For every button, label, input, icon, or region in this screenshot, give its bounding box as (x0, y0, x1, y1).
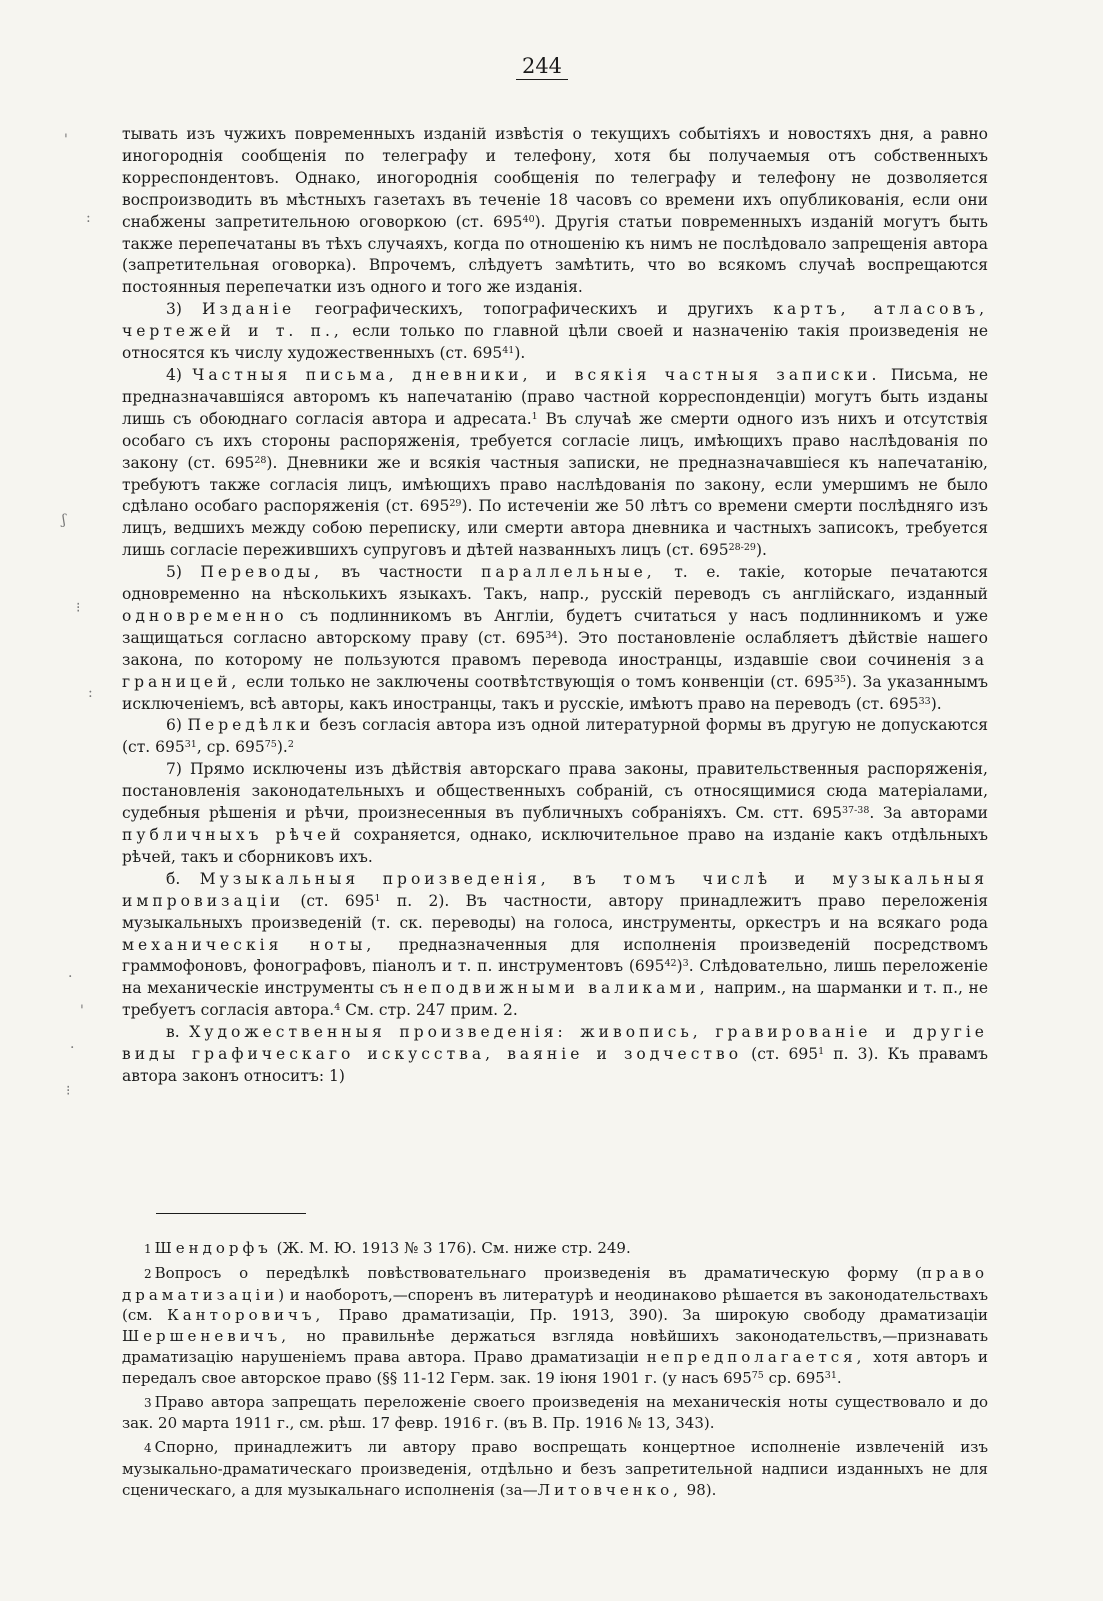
text-run: п. 2). Въ частности, автору принадлежитъ право переложенія музыкальныхъ произведеній (т. ск. переводы) на голоса, инструменты, оркестръ и на всякаго рода (122, 891, 989, 932)
reference-superscript: 4 (334, 1002, 341, 1014)
footnote-mark: 1 (144, 1242, 152, 1256)
spaced-emphasis: Музыкальныя произведенія, въ томъ числѣ и музыкальныя импровизаціи (122, 869, 988, 910)
reference-superscript: 3 (682, 958, 689, 970)
spaced-emphasis: Канторовичъ, (167, 1306, 325, 1325)
text-run: , ср. 695 (196, 738, 265, 757)
text-run: географическихъ, топографическихъ и другихъ (295, 300, 774, 319)
text-run: ). (514, 344, 526, 363)
text-run: ). За указаннымъ исключеніемъ, всѣ авторы, какъ иностранцы, такъ и русскіе, имѣютъ право на переводъ (ст. 695 (122, 672, 988, 713)
text-run: наприм., на шарманки и т. п., не требуетъ согласія автора. (122, 979, 988, 1020)
text-run: ). (755, 541, 767, 560)
reference-superscript: 75 (264, 739, 277, 751)
text-run: тывать изъ чужихъ повременныхъ изданій извѣстія о текущихъ событіяхъ и новостяхъ дня, а равно иногороднія сообщенія по телеграфу и телефону, хотя бы получаемыя отъ собственныхъ корреспондентовъ. Однако, иногороднія сообщенія по телеграфу и телефону не дозволяется воспроизводить въ мѣстныхъ газетахъ въ теченіе 18 часовъ со времени ихъ опубликованія, если они снабжены запретительною оговоркою (ст. 695 (122, 125, 988, 231)
reference-superscript: 35 (833, 673, 846, 685)
text-run: ). (276, 738, 288, 757)
spaced-emphasis: Изданіе (201, 300, 296, 319)
text-run: ). Дневники же и всякія частныя записки, не предназначавшіеся къ напечатанію, требуютъ также согласія лицъ, имѣющихъ право наслѣдованія по закону, если умершимъ не было сдѣлано особаго распоряженія (ст. 695 (122, 453, 988, 516)
footnote-4 (122, 1437, 988, 1500)
reference-superscript: 29 (449, 498, 462, 510)
text-run: ). По истеченіи же 50 лѣтъ со времени смерти послѣдняго изъ лицъ, ведшихъ между собою переписку, или смерти автора дневника и частныхъ записокъ, требуется лишь согласіе пережившихъ супруговъ и дѣтей названныхъ лицъ (ст. 695 (122, 497, 989, 560)
text-run: Право автора запрещать переложеніе своего произведенія на механическія ноты существовало и до зак. 20 марта 1911 г., см. рѣш. 17 февр. 1916 г. (въ В. Пр. 1916 № 13, 343). (122, 1392, 988, 1433)
text-run: ). (930, 694, 942, 713)
text-run: Право драматизаціи, Пр. 1913, 390). За широкую свободу драматизаціи (324, 1306, 988, 1325)
text-run: ) и наоборотъ,—споренъ въ литературѣ и неодинаково рѣшается въ законодательствахъ (см. (122, 1285, 988, 1325)
text-run: сохраняется, однако, исключительное право на изданіе какъ отдѣльныхъ рѣчей, такъ и сборниковъ ихъ. (122, 826, 988, 866)
text-run: 6) (166, 716, 188, 735)
text-run: (Ж. М. Ю. 1913 № 3 176). См. ниже стр. 249. (271, 1239, 631, 1257)
spaced-emphasis: Литовченко, (537, 1480, 682, 1499)
footnote-2 (122, 1263, 988, 1389)
reference-superscript: 2 (287, 739, 294, 751)
spaced-emphasis: Шершеневичъ, (122, 1327, 290, 1346)
footnote-3 (122, 1392, 988, 1435)
paragraph-p1 (122, 124, 988, 299)
text-run: предназначенныя для исполненія произведеній посредствомъ граммофоновъ, фонографовъ, піанолъ и т. п. инструментовъ (695 (122, 935, 988, 976)
text-run: если только не заключены соотвѣтствующія о томъ конвенціи (ст. 695 (240, 672, 834, 691)
reference-superscript: 37-38 (842, 805, 870, 817)
spaced-emphasis: за границей, (122, 650, 988, 691)
footnote-mark: 3 (144, 1395, 152, 1410)
text-run: (ст. 695 (283, 891, 375, 910)
reference-superscript: 28 (254, 454, 267, 466)
text-run: 7) Прямо исключены изъ дѣйствія авторскаго права законы, правительственныя распоряженія, постановленія законодательныхъ и общественныхъ собраній, съ относящимися сюда матеріалами, судебныя рѣшенія и рѣчи, произнесенныя въ публичныхъ собраніяхъ. См. стт. 695 (122, 760, 988, 823)
page-number: 244 (492, 54, 592, 78)
reference-superscript: 31 (824, 1369, 837, 1381)
main-text (122, 124, 988, 1088)
spaced-emphasis: Переводы, (200, 563, 324, 582)
reference-superscript: 1 (818, 1046, 825, 1058)
text-run: . За авторами (869, 804, 989, 823)
spaced-emphasis: непредполагается, (646, 1347, 866, 1366)
text-run: съ подлинникомъ въ Англіи, будетъ считаться у насъ подлинникомъ и уже защищаться согласно авторскому праву (ст. 695 (122, 606, 988, 647)
text-run: въ частности (323, 563, 482, 582)
text-run: если только по главной цѣли своей и назначенію такія произведенія не относятся къ числу художественныхъ (ст. 695 (122, 322, 988, 363)
footnote-1 (122, 1238, 988, 1260)
spaced-emphasis: публичныхъ рѣчей (122, 826, 345, 844)
text-run: 98). (681, 1480, 717, 1499)
paragraph-p5 (122, 715, 988, 759)
text-run: но правильнѣе держаться взгляда новѣйшихъ законодательствъ,—признавать драматизацію нарушеніемъ права автора. Право драматизаціи (122, 1327, 988, 1366)
footnotes (122, 1238, 988, 1504)
text-run: Въ случаѣ же смерти одного изъ нихъ и отсутствія особаго съ ихъ стороны распоряженія, требуется согласіе лицъ, имѣющихъ право наслѣдованія по закону (ст. 695 (122, 409, 988, 472)
text-run: См. стр. 247 прим. 2. (340, 1001, 518, 1020)
text-run: Вопросъ о передѣлкѣ повѣствовательнаго произведенія въ драматическую форму ( (154, 1263, 922, 1282)
reference-superscript: 40 (522, 213, 535, 225)
text-run: в. (166, 1023, 190, 1042)
reference-superscript: 42 (664, 958, 677, 970)
spaced-emphasis: Передѣлки (187, 716, 315, 735)
reference-superscript: 31 (184, 739, 197, 751)
paragraph-p8 (122, 1022, 988, 1088)
spaced-emphasis: Частныя письма, дневники, и всякія частныя записки. (192, 365, 881, 384)
spaced-emphasis: одновременно (122, 606, 288, 625)
text-run: т. е. такіе, которые печатаются одновременно на нѣсколькихъ языкахъ. Такъ, напр., русскій переводъ съ англійскаго, изданный (122, 563, 988, 604)
spaced-emphasis: Шендорфъ (154, 1239, 272, 1257)
paragraph-p4 (122, 562, 988, 715)
text-run: . Слѣдовательно, лишь переложеніе на механическіе инструменты съ (122, 957, 989, 998)
spaced-emphasis: картъ, атласовъ, чертежей и т. п., (122, 300, 988, 341)
text-run: ) (676, 957, 683, 976)
text-run: ср. 695 (763, 1368, 825, 1387)
text-run: п. 3). Къ правамъ автора законъ относитъ: 1) (122, 1045, 988, 1085)
spaced-emphasis: Художественныя произведенія: живопись, гравированіе и другіе виды графическаго искусства, ваяніе и зодчество (122, 1023, 988, 1064)
reference-superscript: 41 (502, 345, 515, 357)
margin-scan-marks: ' : ʃ ⁝ : . ' · ⁝ (62, 132, 93, 1099)
paragraph-p7 (122, 869, 988, 1022)
text-run: безъ согласія автора изъ одной литературной формы въ другую не допускаются (ст. 695 (122, 716, 988, 757)
reference-superscript: 28-29 (728, 542, 756, 554)
spaced-emphasis: параллельные, (481, 563, 656, 582)
footnote-mark: 4 (144, 1441, 152, 1456)
text-run: б. (166, 869, 200, 888)
text-run: 5) (166, 563, 201, 582)
spaced-emphasis: механическія ноты, (122, 935, 376, 954)
spaced-emphasis: право драматизаціи (122, 1263, 988, 1304)
reference-superscript: 75 (751, 1369, 764, 1381)
reference-superscript: 1 (374, 892, 381, 904)
reference-superscript: 34 (545, 629, 558, 641)
text-run: ). Другія статьи повременныхъ изданій могутъ быть также перепечатаны въ тѣхъ случаяхъ, когда по отношенію къ нимъ не послѣдовало запрещенія автора (запретительная оговорка). Впрочемъ, слѣдуетъ замѣтить, что во всякомъ случаѣ воспрещаются постоянныя перепечатки изъ одного и того же изданія. (122, 212, 988, 297)
paragraph-p3 (122, 365, 988, 562)
text-run: 4) (166, 365, 193, 384)
text-run: Письма, не предназначавшіяся авторомъ къ напечатанію (право частной корреспонденціи) могутъ быть изданы лишь съ обоюднаго согласія автора и адресата. (122, 365, 988, 428)
text-run: ). Это постановленіе ослабляетъ дѣйствіе нашего закона, по которому не пользуются правомъ перевода иностранцы, издавшіе свои сочиненія (122, 628, 989, 669)
text-run: Спорно, принадлежитъ ли автору право воспрещать концертное исполненіе извлеченій изъ музыкально-драматическаго произведенія, отдѣльно и безъ запретительной надписи изданныхъ не для сценическаго, а для музыкальнаго исполненія (за— (122, 1438, 988, 1499)
text-run: (ст. 695 (742, 1045, 819, 1064)
paragraph-p6 (122, 759, 988, 869)
footnote-mark: 2 (144, 1266, 152, 1281)
paragraph-p2 (122, 299, 988, 365)
reference-superscript: 33 (918, 695, 931, 707)
footnote-divider (156, 1213, 306, 1214)
text-run: 3) (166, 300, 202, 319)
text-run: хотя авторъ и передалъ свое авторское право (§§ 11-12 Герм. зак. 19 іюня 1901 г. (у насъ 695 (122, 1347, 988, 1387)
reference-superscript: 1 (531, 410, 538, 422)
text-run: . (836, 1368, 842, 1387)
spaced-emphasis: неподвижными валиками, (403, 979, 709, 998)
